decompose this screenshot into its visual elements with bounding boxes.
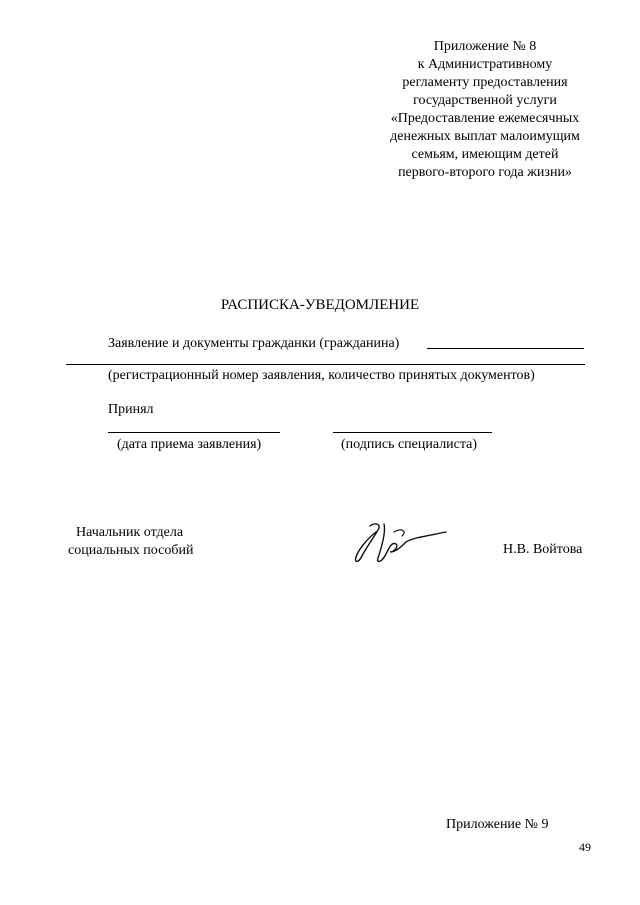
appendix-header-line: государственной услуги (413, 93, 557, 108)
appendix-header-line: к Административному (417, 57, 553, 72)
appendix-header-line: семьям, имеющим детей (411, 147, 559, 162)
appendix-header-line: первого-второго года жизни» (398, 165, 572, 180)
page-number: 49 (579, 840, 591, 854)
appendix-header-line: «Предоставление ежемесячных (390, 111, 580, 126)
registration-caption: (регистрационный номер заявления, количество принятых документов) (108, 368, 535, 383)
applicant-name-field-line (427, 348, 584, 349)
accepted-label: Принял (108, 402, 154, 417)
appendix-header-line: денежных выплат малоимущим (390, 129, 580, 144)
handwritten-signature (342, 512, 462, 572)
next-appendix-heading: Приложение № 9 (446, 817, 549, 832)
appendix-header-line: Приложение № 8 (433, 39, 537, 54)
date-caption: (дата приема заявления) (117, 437, 262, 452)
appendix-header-line: регламенту предоставления (402, 75, 568, 90)
date-field-line (108, 432, 280, 433)
registration-field-line (66, 364, 585, 365)
signature-caption: (подпись специалиста) (341, 437, 478, 452)
statement-label: Заявление и документы гражданки (гражданина) (108, 336, 400, 351)
document-title: РАСПИСКА-УВЕДОМЛЕНИЕ (220, 297, 420, 313)
signatory-position-line: социальных пособий (68, 543, 194, 558)
signatory-position (68, 524, 193, 560)
signatory-position-line: Начальник отдела (76, 525, 184, 540)
appendix-header (370, 38, 600, 182)
signature-field-line (333, 432, 492, 433)
signatory-name: Н.В. Войтова (503, 542, 583, 557)
